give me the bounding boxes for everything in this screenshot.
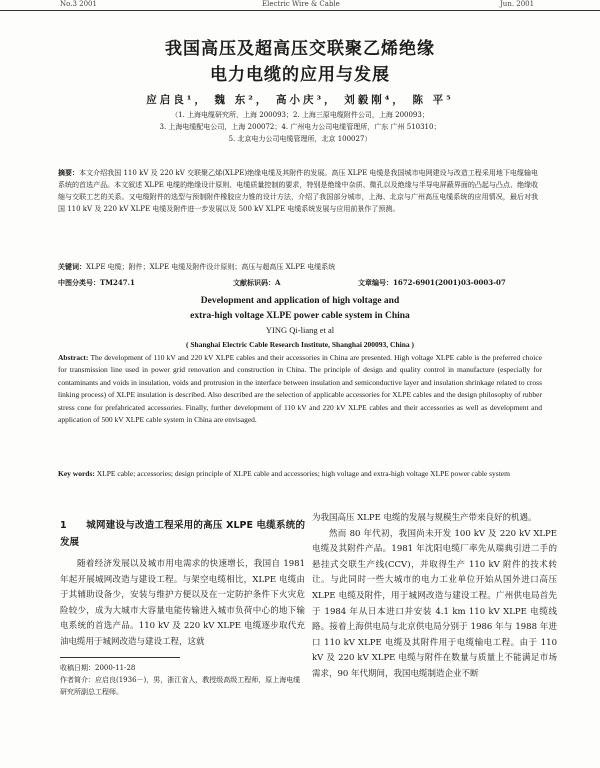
article-number: 文章编号：1672-6901(2001)03-0003-07 <box>358 278 506 287</box>
author-bio: 作者简介：应启良(1936－)，男，浙江省人，教授级高级工程师，原上海电缆研究所副总工程师。 <box>60 676 301 696</box>
affiliation-zh-line1: （1. 上海电缆研究所，上海 200093；2. 上海三原电缆附件公司，上海 200093； <box>171 111 429 119</box>
abstract-en-text: The development of 110 kV and 220 kV XLPE cables and their accessories in China are presented. High voltage XLPE cable is the preferred choice for transmission line used in power grid renovation and construction in China. The principle of design and quality control in manufacture (especially for contaminants and voids in insulation, voids and protrusion in the interface between insulation and semiconductive layer and insulation shrinkage related to cross linking process) of XLPE insulation is described. Also described are the selection of applicable accessories for XLPE cables and the design philosophy of rubber stress cone for prefabricated accessories. Finally, further development of 110 kV and 220 kV XLPE cables and their accessories as well as development and application of 500 kV XLPE cable system in China are envisaged. <box>58 353 542 425</box>
section-1-paragraph: 随着经济发展以及城市用电需求的快速增长，我国自 1981 年起开展城网改造与建设工程。与架空电缆相比，XLPE 电缆由于其辅助设备少，安装与维护方便以及在一定防护条件下火灾危险较少，成为大城市大容量电能传输进入城市负荷中心的地下输电系统的首选产品。110 kV 及 220 kV XLPE 电缆逐步取代充油电缆用于城网改造与建设工程，这就 <box>60 559 305 647</box>
affiliation-en: ( Shanghai Electric Cable Research Institute, Shanghai 200093, China ) <box>185 340 414 349</box>
journal-name: Electric Wire & Cable <box>262 0 340 8</box>
affiliation-zh-line2: 3. 上海电缆配电公司，上海 200072；4. 广州电力公司电缆管理所，广东 广州 510310； <box>159 123 441 131</box>
abstract-en-label: Abstract: <box>58 353 89 362</box>
abstract-zh-label: 摘要： <box>58 169 80 177</box>
section-1-title: 城网建设与改造工程采用的高压 XLPE 电缆系统的发展 <box>60 520 305 548</box>
document-code: 文献标识码：A <box>233 278 281 287</box>
title-zh-line1: 我国高压及超高压交联聚乙烯绝缘 <box>165 39 435 59</box>
abstract-zh-text: 本文介绍我国 110 kV 及 220 kV 交联聚乙烯(XLPE)绝缘电缆及其附件的发展。高压 XLPE 电缆是我国城市电网建设与改造工程采用地下电缆输电系统的首选产品。本文叙述 XLPE 电缆的绝缘设计原则、电缆质量控制的要求，特别是绝缘中杂质、微孔以及绝缘与半导电屏蔽界面的凸起与凸点、绝缘收缩与交联工艺的关系。又电缆附件的选型与预制附件橡胶应力锥的设计方法，介绍了我国部分城市，上海、北京与广州高压电缆系统的应用情况，最后对我国 110 kV 及 220 kV XLPE 电缆及附件进一步发展以及 500 kV XLPE 电缆系统发展与应用前景作了预测。 <box>58 169 538 213</box>
authors-zh: 应启良¹， 魏 东²， 高小庆³， 刘毅刚⁴， 陈 平⁵ <box>146 94 454 106</box>
affiliation-zh-line3: 5. 北京电力公司电缆管理所，北京 100027） <box>228 135 372 143</box>
title-zh-line2: 电力电缆的应用与发展 <box>210 65 390 85</box>
issue-number: No.3 2001 <box>60 0 97 8</box>
right-column-paragraph-2: 然而 80 年代初，我国尚未开发 100 kV 及 220 kV XLPE 电缆及其附件产品。1981 年沈阳电缆厂率先从瑞典引进二手的悬挂式交联生产线(CCV)，并取得生产 110 kV 附件的技术转让。与此同时一些大城市的电力工业单位开始从国外进口高压 XLPE 电缆及附件，用于城网改造与建设工程。广州供电局首先于 1984 年从日本进口并安装 4.1 km 110 kV XLPE 电缆线路。接着上海供电局与北京供电局分别于 1986 年与 1988 年进口 110 kV XLPE 电缆及其附件用于电缆输电工程。由于 110 kV 及 220 kV XLPE 电缆与附件在数量与质量上不能满足市场需求，90 年代期间，我国电缆制造企业不断 <box>312 528 557 679</box>
author-en: YING Qi-liang et al <box>265 325 335 335</box>
keywords-zh <box>58 262 538 273</box>
keywords-zh-text: XLPE 电缆；附件；XLPE 电缆及附件设计原则；高压与超高压 XLPE 电缆系统 <box>86 263 336 271</box>
running-header <box>0 0 600 11</box>
footnotes <box>60 662 305 698</box>
body-right-column <box>312 511 557 683</box>
section-1-heading <box>60 517 305 551</box>
keywords-en <box>58 468 542 480</box>
title-en-line2: extra-high voltage XLPE power cable system in China <box>190 311 410 321</box>
keywords-zh-label: 关键词： <box>58 263 86 271</box>
body-left-column <box>60 517 305 651</box>
keywords-en-label: Key words: <box>58 469 95 478</box>
footnote-divider <box>60 657 180 658</box>
abstract-zh <box>58 167 538 215</box>
issue-date: Jun. 2001 <box>500 0 535 8</box>
received-date: 收稿日期：2000-11-28 <box>60 664 136 672</box>
clc-number: 中图分类号：TM247.1 <box>58 278 135 287</box>
keywords-en-text: XLPE cable; accessories; design principle of XLPE cable and accessories; high voltage and extra-high voltage XLPE power cable system <box>96 469 510 478</box>
right-column-paragraph-1: 为我国高压 XLPE 电缆的发展与规模生产带来良好的机遇。 <box>312 513 537 523</box>
title-en-line1: Development and application of high voltage and <box>200 296 400 306</box>
abstract-en <box>58 352 542 426</box>
section-1-number: 1 <box>60 520 67 531</box>
